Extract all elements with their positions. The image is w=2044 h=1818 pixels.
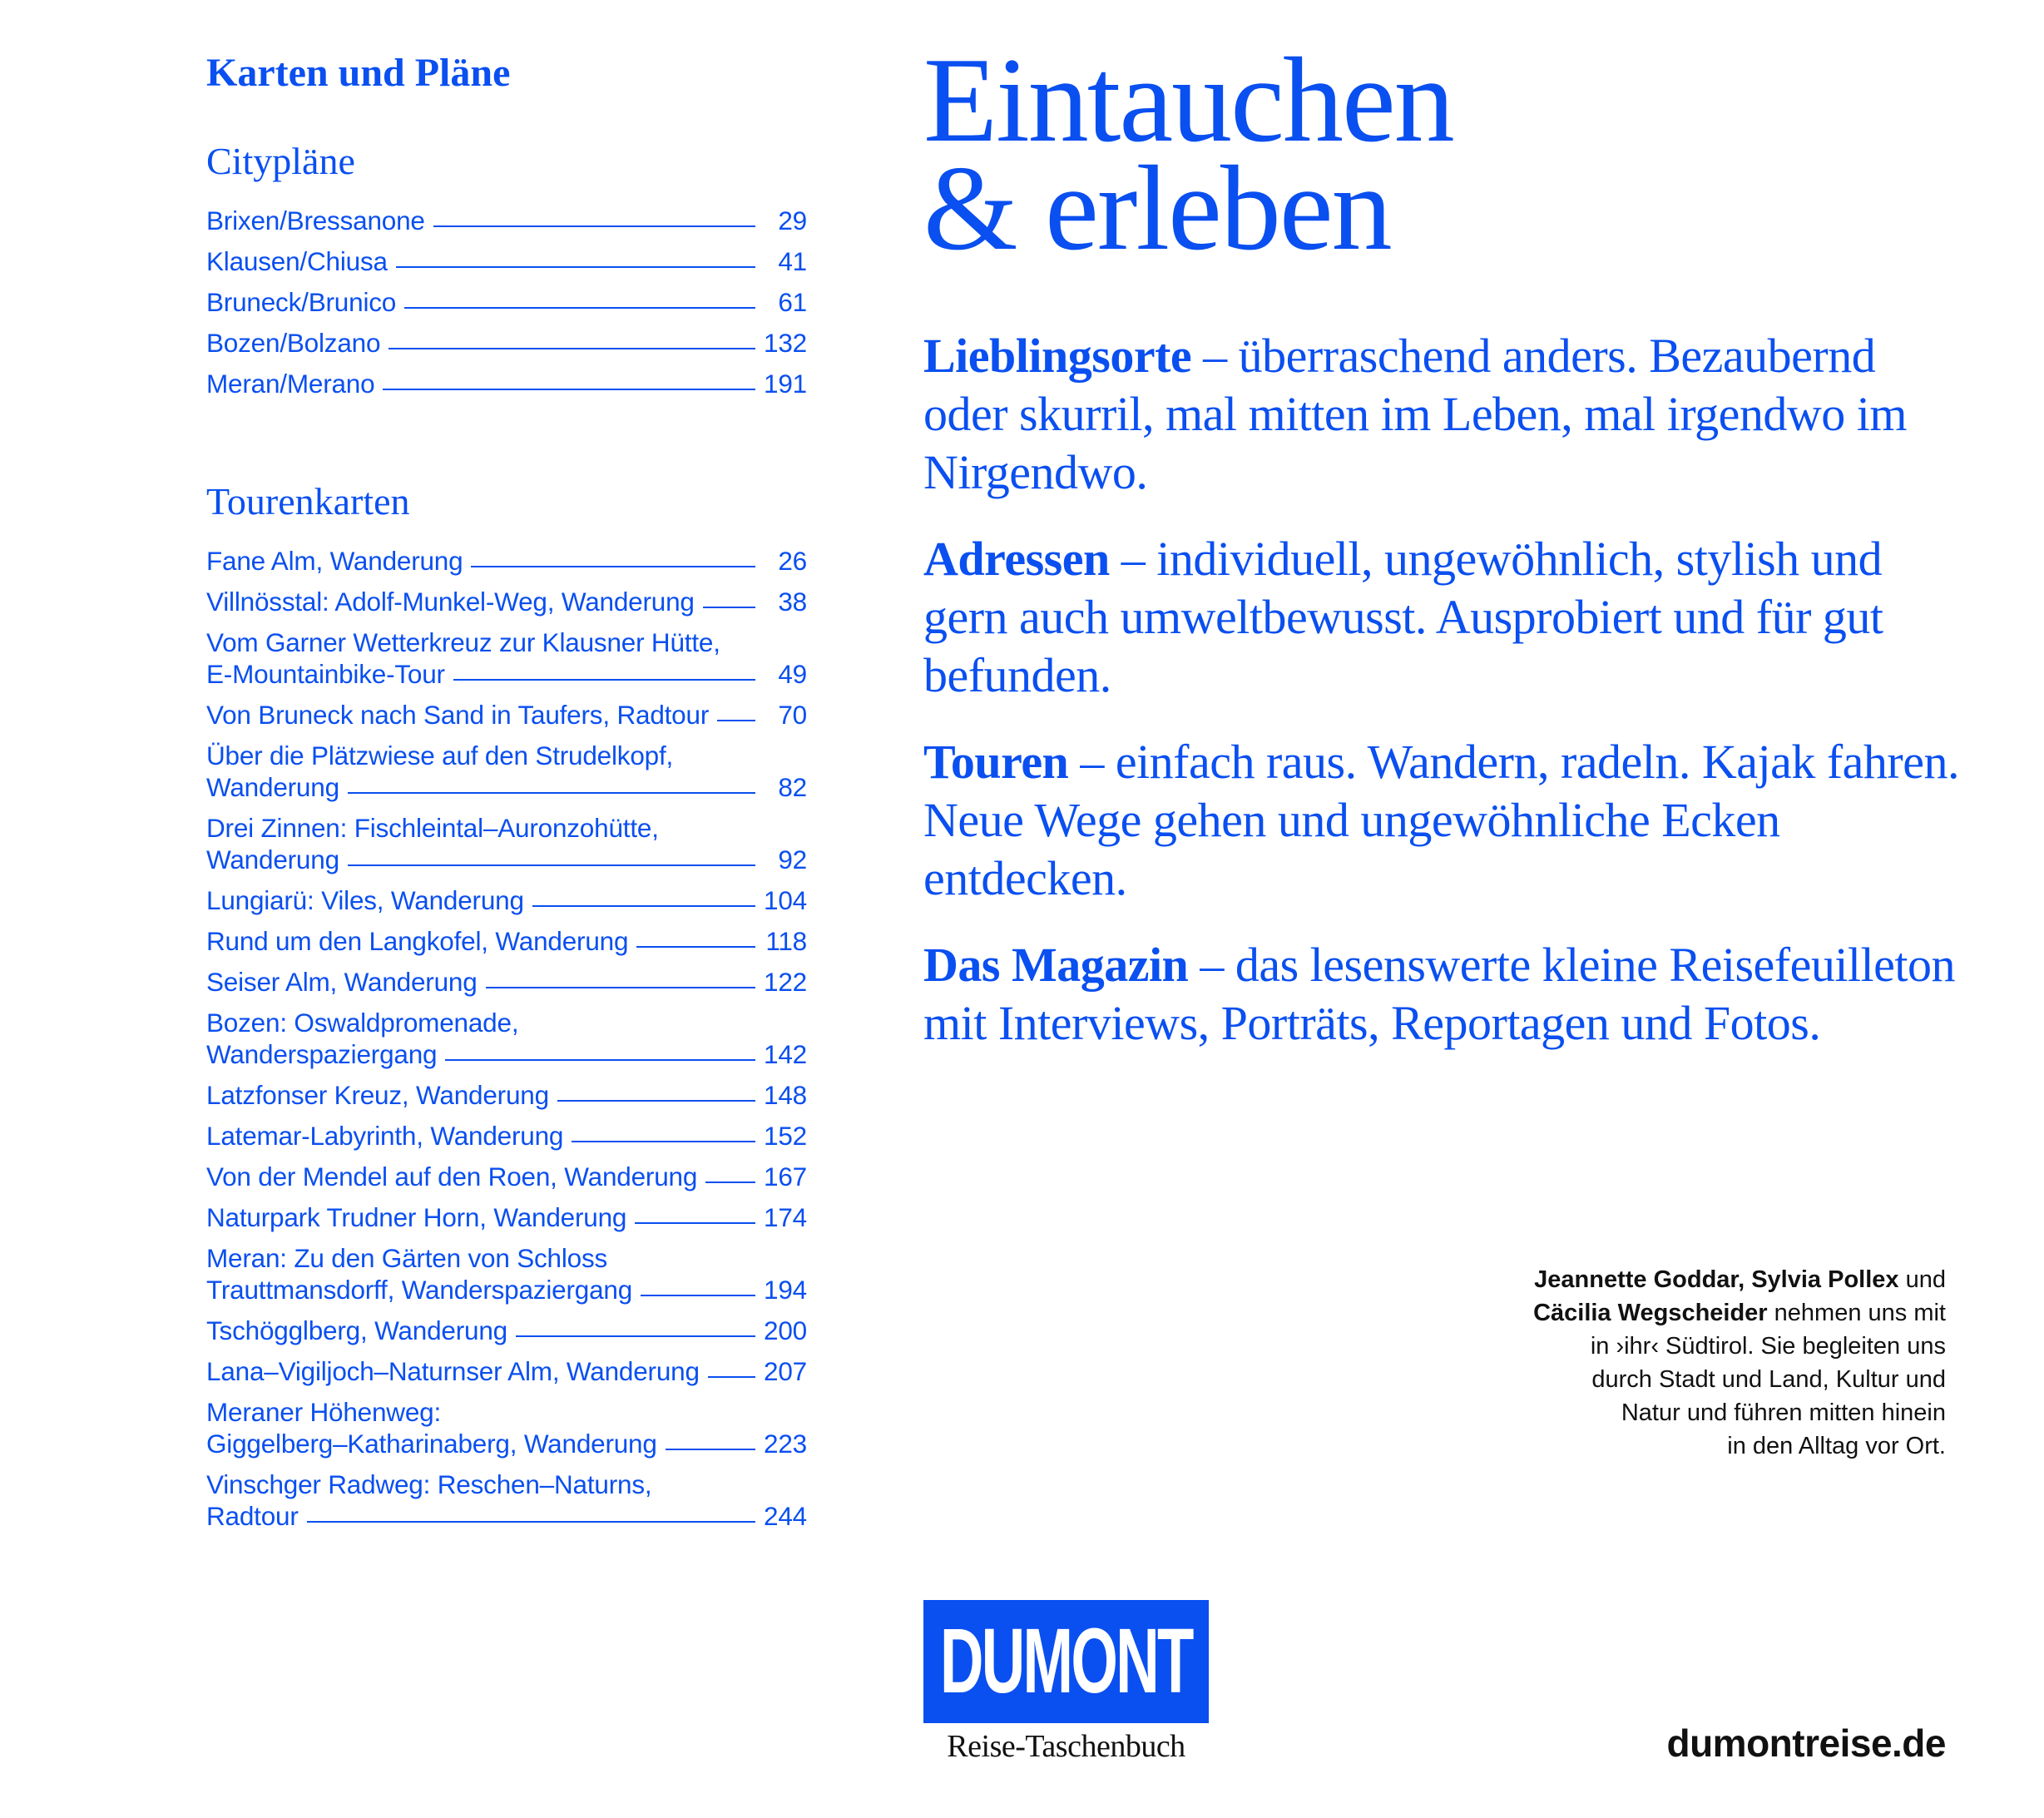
toc-leader-line xyxy=(635,1222,755,1224)
toc-entry-text: Rund um den Langkofel, Wanderung xyxy=(206,926,629,956)
toc-entry-text: Radtour xyxy=(206,1501,299,1531)
toc-page-number: 61 xyxy=(778,287,807,317)
toc-entry xyxy=(206,586,807,617)
toc-entry-text: Trauttmansdorff, Wanderspaziergang xyxy=(206,1275,633,1305)
toc-entry xyxy=(206,368,807,399)
toc-entry-row xyxy=(206,658,807,690)
headline-line-2: & erleben xyxy=(923,141,1391,275)
headline-line-1: Eintauchen xyxy=(923,32,1453,167)
toc-entry-text: Von der Mendel auf den Roen, Wanderung xyxy=(206,1162,698,1191)
toc-entry-text: Meraner Höhenweg: xyxy=(206,1397,442,1427)
toc-page-number: 82 xyxy=(778,772,807,802)
toc-leader-line xyxy=(708,1376,755,1378)
tourenkarten-list xyxy=(206,545,807,1532)
toc-entry-text: Meran/Merano xyxy=(206,369,375,399)
toc-entry-text: Latzfonser Kreuz, Wanderung xyxy=(206,1080,549,1110)
toc-entry xyxy=(206,1201,807,1233)
toc-page-number: 104 xyxy=(764,885,807,915)
toc-entry xyxy=(206,812,807,875)
toc-leader-line xyxy=(557,1100,755,1102)
cityplaene-heading: Citypläne xyxy=(206,140,355,182)
toc-leader-line xyxy=(433,225,755,227)
feature-description: – das lesenswerte kleine Reisefeuilleton mit Interviews, Porträts, Reportagen und Fotos. xyxy=(923,938,1956,1050)
toc-leader-line xyxy=(641,1295,755,1296)
feature-keyword: Lieblingsorte xyxy=(923,329,1192,383)
toc-entry xyxy=(206,1315,807,1346)
toc-entry xyxy=(206,699,807,731)
author-names-2: Cäcilia Wegscheider xyxy=(1533,1300,1768,1326)
toc-entry xyxy=(206,327,807,359)
toc-entry-text: Seiser Alm, Wanderung xyxy=(206,967,478,997)
toc-entry-text: Tschögglberg, Wanderung xyxy=(206,1315,507,1345)
toc-entry-text: Wanderung xyxy=(206,845,339,874)
toc-entry xyxy=(206,966,807,998)
toc-page-number: 244 xyxy=(764,1501,807,1531)
toc-entry xyxy=(206,245,807,277)
toc-entry-text: Klausen/Chiusa xyxy=(206,246,388,276)
toc-entry-text: E-Mountainbike-Tour xyxy=(206,659,445,689)
toc-entry xyxy=(206,1007,807,1070)
logo-subtitle: Reise-Taschenbuch xyxy=(947,1729,1185,1764)
toc-entry-row xyxy=(206,884,807,916)
page-title: Karten und Pläne xyxy=(206,51,511,95)
toc-entry-row xyxy=(206,327,807,359)
toc-leader-line xyxy=(389,348,755,349)
toc-page-number: 118 xyxy=(765,926,807,956)
toc-entry-text: Von Bruneck nach Sand in Taufers, Radtour xyxy=(206,700,710,730)
toc-page-number: 29 xyxy=(778,206,807,235)
author-text-3: durch Stadt und Land, Kultur und xyxy=(1591,1366,1946,1393)
author-text-2: in ›ihr‹ Südtirol. Sie begleiten uns xyxy=(1590,1333,1946,1360)
toc-entry-row xyxy=(206,925,807,957)
feature-description: – individuell, ungewöhnlich, stylish und gern auch umweltbewusst. Ausprobiert und für gut befunden. xyxy=(923,532,1883,702)
headline xyxy=(923,32,1963,275)
toc-page-number: 41 xyxy=(778,246,807,276)
toc-entry-row xyxy=(206,545,807,577)
toc-entry-row xyxy=(206,966,807,998)
feature-keyword: Das Magazin xyxy=(923,938,1189,992)
toc-leader-line xyxy=(572,1141,755,1142)
tourenkarten-heading: Tourenkarten xyxy=(206,480,410,523)
intro-column xyxy=(923,32,1963,1081)
toc-entry-text: Drei Zinnen: Fischleintal–Auronzohütte, xyxy=(206,813,659,843)
toc-page-number: 49 xyxy=(778,659,807,689)
toc-entry-text: Bozen: Oswaldpromenade, xyxy=(206,1008,519,1038)
toc-entry-text: Fane Alm, Wanderung xyxy=(206,546,463,576)
toc-page-number: 70 xyxy=(778,700,807,730)
toc-entry-text: Vom Garner Wetterkreuz zur Klausner Hütte, xyxy=(206,627,720,657)
toc-entry-text: Vinschger Radweg: Reschen–Naturns, xyxy=(206,1469,652,1499)
toc-leader-line xyxy=(532,905,755,907)
toc-page-number: 200 xyxy=(764,1315,807,1345)
dumont-logo xyxy=(923,1600,1209,1765)
toc-entry-text: Giggelberg–Katharinaberg, Wanderung xyxy=(206,1429,657,1459)
toc-page-number: 142 xyxy=(764,1039,807,1069)
toc-entry xyxy=(206,1242,807,1305)
toc-entry-row xyxy=(206,699,807,731)
toc-entry-text: Naturpark Trudner Horn, Wanderung xyxy=(206,1202,627,1232)
author-joiner: und xyxy=(1898,1266,1946,1293)
toc-page-number: 26 xyxy=(778,546,807,576)
toc-entry-row xyxy=(206,844,807,875)
toc-entry-row xyxy=(206,1315,807,1346)
toc-entry-row xyxy=(206,1201,807,1233)
authors-note xyxy=(1447,1263,1946,1463)
toc-page-number: 132 xyxy=(764,328,807,358)
toc-leader-line xyxy=(516,1335,755,1337)
toc-page-number: 191 xyxy=(764,369,807,399)
feature-block xyxy=(923,733,1963,908)
toc-entry xyxy=(206,627,807,690)
toc-entry-text: Lana–Vigiljoch–Naturnser Alm, Wanderung xyxy=(206,1356,700,1386)
toc-entry xyxy=(206,205,807,236)
toc-leader-line xyxy=(348,792,755,794)
toc-leader-line xyxy=(396,266,755,268)
toc-leader-line xyxy=(453,679,755,681)
toc-leader-line xyxy=(445,1059,755,1061)
toc-leader-line xyxy=(705,1181,755,1183)
toc-entry xyxy=(206,1469,807,1532)
toc-leader-line xyxy=(703,607,755,608)
toc-entry-text: Wanderung xyxy=(206,772,339,802)
cityplaene-list xyxy=(206,205,807,399)
toc-entry-text: Villnösstal: Adolf-Munkel-Weg, Wanderung xyxy=(206,587,695,617)
author-text-5: in den Alltag vor Ort. xyxy=(1727,1433,1946,1459)
toc-entry xyxy=(206,1396,807,1459)
toc-entry xyxy=(206,545,807,577)
feature-description: – überraschend anders. Bezaubernd oder skurril, mal mitten im Leben, mal irgendwo im Nirgendwo. xyxy=(923,329,1908,499)
toc-page-number: 194 xyxy=(764,1275,807,1305)
feature-block xyxy=(923,936,1963,1053)
toc-page-number: 223 xyxy=(764,1429,807,1459)
toc-page-number: 92 xyxy=(778,845,807,874)
feature-block xyxy=(923,327,1963,502)
toc-leader-line xyxy=(471,566,755,567)
toc-entry xyxy=(206,1079,807,1111)
toc-entry-text: Wanderspaziergang xyxy=(206,1039,438,1069)
toc-entry xyxy=(206,884,807,916)
toc-entry-text: Lungiarü: Viles, Wanderung xyxy=(206,885,524,915)
feature-keyword: Adressen xyxy=(923,532,1110,586)
toc-entry-text: Latemar-Labyrinth, Wanderung xyxy=(206,1121,564,1151)
toc-entry-text: Brixen/Bressanone xyxy=(206,206,425,235)
toc-entry-row xyxy=(206,1274,807,1305)
toc-leader-line xyxy=(383,389,755,390)
author-text-4: Natur und führen mitten hinein xyxy=(1621,1399,1946,1426)
toc-entry-text: Meran: Zu den Gärten von Schloss xyxy=(206,1243,608,1273)
feature-description: – einfach raus. Wandern, radeln. Kajak fahren. Neue Wege gehen und ungewöhnliche Ecken entdecken. xyxy=(923,735,1959,905)
toc-entry-row xyxy=(206,1079,807,1111)
toc-leader-line xyxy=(307,1521,755,1523)
toc-entry-row xyxy=(206,1038,807,1070)
toc-entry-text: Über die Plätzwiese auf den Strudelkopf, xyxy=(206,741,674,770)
toc-entry-row xyxy=(206,586,807,617)
toc-entry-text: Bozen/Bolzano xyxy=(206,328,381,358)
toc-page-number: 167 xyxy=(764,1162,807,1191)
website-url: dumontreise.de xyxy=(1666,1721,1946,1765)
toc-entry-row xyxy=(206,1355,807,1387)
toc-entry xyxy=(206,286,807,318)
toc-entry xyxy=(206,1120,807,1152)
toc-entry xyxy=(206,1161,807,1192)
toc-entry xyxy=(206,1355,807,1387)
toc-page-number: 174 xyxy=(764,1202,807,1232)
toc-entry-row xyxy=(206,1500,807,1532)
logo-box xyxy=(923,1600,1209,1723)
feature-block xyxy=(923,530,1963,705)
toc-entry-text: Bruneck/Brunico xyxy=(206,287,397,317)
toc-entry xyxy=(206,925,807,957)
toc-leader-line xyxy=(404,307,755,309)
contents-column xyxy=(206,47,807,1541)
toc-page-number: 148 xyxy=(764,1080,807,1110)
toc-entry-row xyxy=(206,1428,807,1459)
toc-entry xyxy=(206,740,807,803)
toc-leader-line xyxy=(666,1449,755,1450)
toc-entry-row xyxy=(206,1120,807,1152)
toc-leader-line xyxy=(717,720,755,721)
feature-keyword: Touren xyxy=(923,735,1069,789)
toc-leader-line xyxy=(348,864,755,866)
feature-blocks xyxy=(923,327,1963,1053)
author-text-1: nehmen uns mit xyxy=(1767,1300,1946,1326)
toc-page-number: 38 xyxy=(778,587,807,617)
toc-entry-row xyxy=(206,286,807,318)
toc-leader-line xyxy=(636,946,755,948)
toc-leader-line xyxy=(486,987,755,988)
toc-entry-row xyxy=(206,771,807,803)
toc-page-number: 152 xyxy=(764,1121,807,1151)
toc-entry-row xyxy=(206,245,807,277)
toc-page-number: 207 xyxy=(764,1356,807,1386)
toc-entry-row xyxy=(206,368,807,399)
toc-page-number: 122 xyxy=(764,967,807,997)
logo-brand: DUMONT xyxy=(940,1610,1192,1712)
toc-entry-row xyxy=(206,205,807,236)
toc-entry-row xyxy=(206,1161,807,1192)
author-names-1: Jeannette Goddar, Sylvia Pollex xyxy=(1534,1266,1899,1293)
